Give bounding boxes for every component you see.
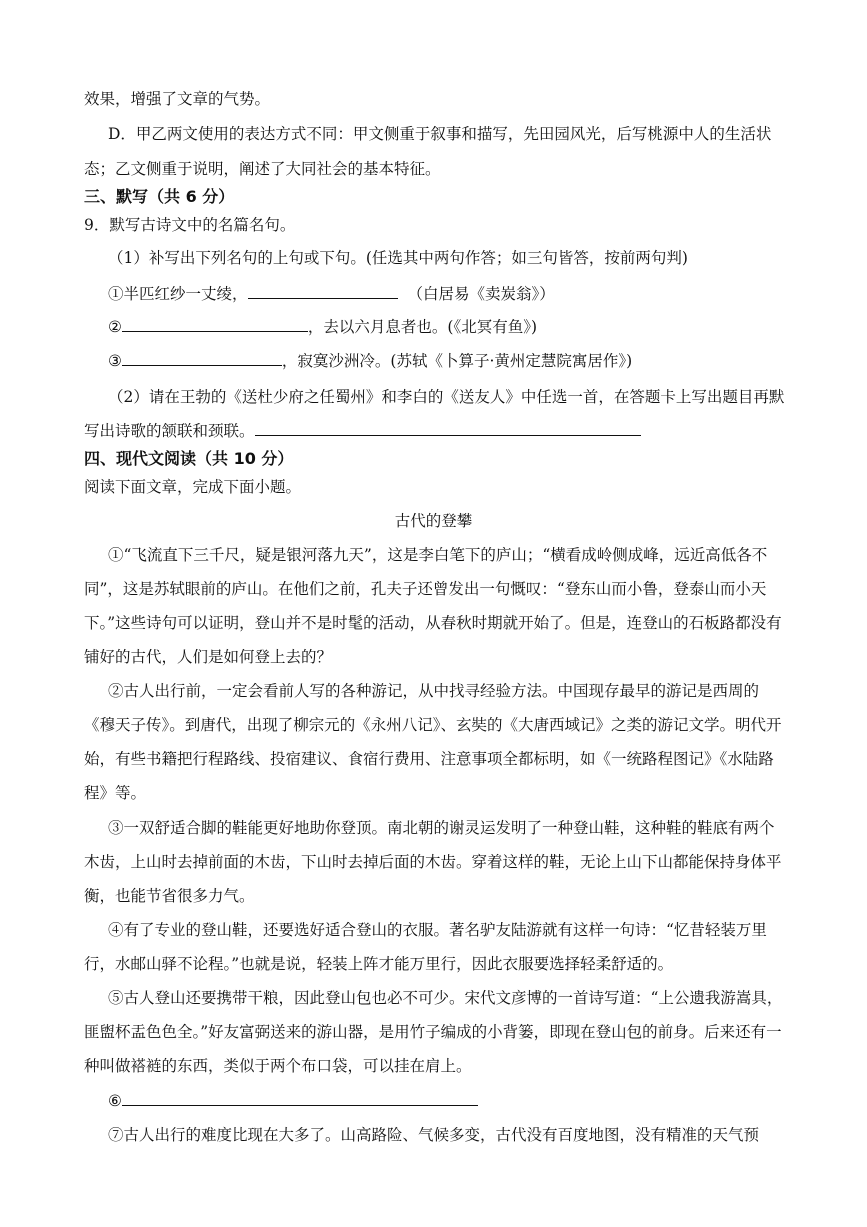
article-title: 古代的登攀 <box>394 512 473 530</box>
paragraph-2-line-3: 始，有些书籍把行程路线、投宿建议、食宿行费用、注意事项全都标明，如《一统路程图记》《水陆路 <box>84 750 774 768</box>
option-d-end: 态；乙文侧重于说明，阐述了大同社会的基本特征。 <box>84 160 441 178</box>
question-9-part-2: （2）请在王勃的《送杜少府之任蜀州》和李白的《送友人》中任选一首，在答题卡上写出题目再默 <box>108 388 785 406</box>
question-9: 9．默写古诗文中的名篇名句。 <box>84 216 296 234</box>
fill-item-2 <box>108 316 537 338</box>
paragraph-4-line-1: ④有了专业的登山鞋，还要选好适合登山的衣服。著名驴友陆游就有这样一句诗：“忆昔轻装万里 <box>108 921 767 939</box>
question-9-part-2-text: 写出诗歌的颔联和颈联。 <box>84 422 255 440</box>
option-c-end: 效果，增强了文章的气势。 <box>84 90 271 108</box>
answer-blank-3[interactable] <box>122 350 282 366</box>
reading-intro: 阅读下面文章，完成下面小题。 <box>84 478 302 496</box>
fill-item-1 <box>108 283 555 305</box>
paragraph-3-line-1: ③一双舒适合脚的鞋能更好地助你登顶。南北朝的谢灵运发明了一种登山鞋，这种鞋的鞋底有两个 <box>108 819 775 837</box>
fill-item-3-prefix: ③ <box>108 352 122 370</box>
paragraph-5-line-2: 匪盥杯盂色色全。”好友富弼送来的游山器，是用竹子编成的小背篓，即现在登山包的前身。后来还有一 <box>84 1023 782 1041</box>
fill-item-2-text: ，去以六月息者也。(《北冥有鱼》) <box>307 318 538 336</box>
paragraph-6 <box>108 1090 478 1112</box>
paragraph-1-line-2: 同”，这是苏轼眼前的庐山。在他们之前，孔夫子还曾发出一句慨叹：“登东山而小鲁，登泰山而小天 <box>84 580 767 598</box>
paragraph-2-line-2: 《穆天子传》。到唐代，出现了柳宗元的《永州八记》、玄奘的《大唐西域记》之类的游记文学。明代开 <box>84 716 782 734</box>
paragraph-2-line-4: 程》等。 <box>84 784 147 802</box>
section-4-heading: 四、现代文阅读（共 10 分） <box>84 449 294 468</box>
fill-item-3 <box>108 350 632 372</box>
answer-blank-4[interactable] <box>255 420 641 436</box>
answer-blank-1[interactable] <box>248 283 398 299</box>
question-9-part-1: （1）补写出下列名句的上句或下句。(任选其中两句作答；如三句皆答，按前两句判) <box>108 249 688 267</box>
paragraph-3-line-2: 木齿，上山时去掉前面的木齿，下山时去掉后面的木齿。穿着这样的鞋，无论上山下山都能保持身体平 <box>84 853 782 871</box>
paragraph-6-marker: ⑥ <box>108 1092 122 1110</box>
paragraph-1-line-4: 铺好的古代，人们是如何登上去的？ <box>84 648 333 666</box>
paragraph-1-line-1: ①“飞流直下三千尺，疑是银河落九天”，这是李白笔下的庐山；“横看成岭侧成峰，远近高低各不 <box>108 546 768 564</box>
option-d: D．甲乙两文使用的表达方式不同：甲文侧重于叙事和描写，先田园风光，后写桃源中人的生活状 <box>108 125 772 143</box>
paragraph-4-line-2: 行，水邮山驿不论程。”也就是说，轻装上阵才能万里行，因此衣服要选择轻柔舒适的。 <box>84 955 674 973</box>
paragraph-1-line-3: 下。”这些诗句可以证明，登山并不是时髦的活动，从春秋时期就开始了。但是，连登山的石板路都没有 <box>84 614 782 632</box>
fill-item-2-prefix: ② <box>108 318 122 336</box>
answer-blank-5[interactable] <box>122 1090 478 1106</box>
paragraph-3-line-3: 衡，也能节省很多力气。 <box>84 887 255 905</box>
paragraph-2-line-1: ②古人出行前，一定会看前人写的各种游记，从中找寻经验方法。中国现存最早的游记是西周的 <box>108 682 760 700</box>
question-9-part-2-end <box>84 420 641 442</box>
fill-item-1-prefix: ①半匹红纱一丈绫， <box>108 285 248 303</box>
fill-item-1-source: （白居易《卖炭翁》） <box>407 285 555 303</box>
answer-blank-2[interactable] <box>122 316 308 332</box>
paragraph-7-line-1: ⑦古人出行的难度比现在大多了。山高路险、气候多变，古代没有百度地图，没有精准的天气预 <box>108 1126 760 1144</box>
paragraph-5-line-1: ⑤古人登山还要携带干粮，因此登山包也必不可少。宋代文彦博的一首诗写道：“上公遗我游嵩具， <box>108 989 783 1007</box>
paragraph-5-line-3: 种叫做褡裢的东西，类似于两个布口袋，可以挂在肩上。 <box>84 1057 472 1075</box>
section-3-heading: 三、默写（共 6 分） <box>84 187 235 206</box>
fill-item-3-text: ，寂寞沙洲冷。(苏轼《卜算子·黄州定慧院寓居作》) <box>281 352 633 370</box>
